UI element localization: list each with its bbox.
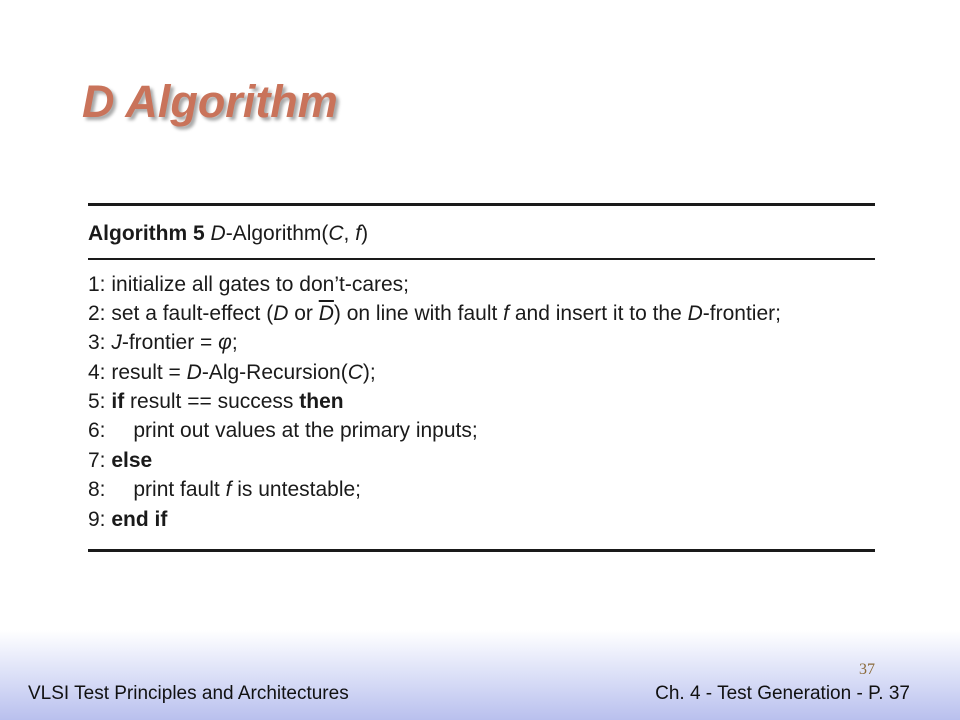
line-text: initialize all gates to don’t-cares; <box>105 272 410 296</box>
algorithm-line <box>88 476 875 505</box>
line-text: if result == success then <box>111 390 344 414</box>
algorithm-line <box>88 388 875 417</box>
line-text: else <box>111 448 153 472</box>
bottom-rule <box>88 549 875 552</box>
line-number: 9: <box>88 507 106 531</box>
algorithm-line <box>88 359 875 388</box>
algorithm-label: Algorithm 5 <box>88 222 205 245</box>
line-number: 1: <box>88 272 106 296</box>
algorithm-line <box>88 271 875 300</box>
line-number: 3: <box>88 331 106 355</box>
slide-title: D Algorithm <box>82 76 338 127</box>
slide-number-small: 37 <box>859 661 875 678</box>
algorithm-box <box>88 203 875 552</box>
line-number: 6: <box>88 419 106 443</box>
line-text: end if <box>111 507 168 531</box>
algorithm-line <box>88 417 875 446</box>
line-number: 2: <box>88 301 106 325</box>
line-text: print out values at the primary inputs; <box>127 419 478 443</box>
line-number: 4: <box>88 360 106 384</box>
line-number: 8: <box>88 478 106 502</box>
algorithm-header <box>88 206 875 258</box>
algorithm-name: D-Algorithm(C, f) <box>210 222 369 245</box>
footer-chapter-page: Ch. 4 - Test Generation - P. 37 <box>655 683 910 704</box>
line-text: print fault f is untestable; <box>127 478 362 502</box>
algorithm-line <box>88 329 875 358</box>
line-text: set a fault-effect (D or $\overline{D}$) on line with fault f and insert it to the D-frontier; <box>105 301 781 325</box>
line-number: 7: <box>88 448 106 472</box>
footer-band <box>0 630 960 720</box>
footer-course-title: VLSI Test Principles and Architectures <box>28 683 349 704</box>
algorithm-line <box>88 447 875 476</box>
line-text: result = D-Alg-Recursion(C); <box>105 360 376 384</box>
algorithm-lines <box>88 260 875 550</box>
algorithm-line <box>88 506 875 535</box>
line-text: J-frontier = φ; <box>111 331 238 355</box>
line-number: 5: <box>88 390 106 414</box>
algorithm-line <box>88 300 875 329</box>
